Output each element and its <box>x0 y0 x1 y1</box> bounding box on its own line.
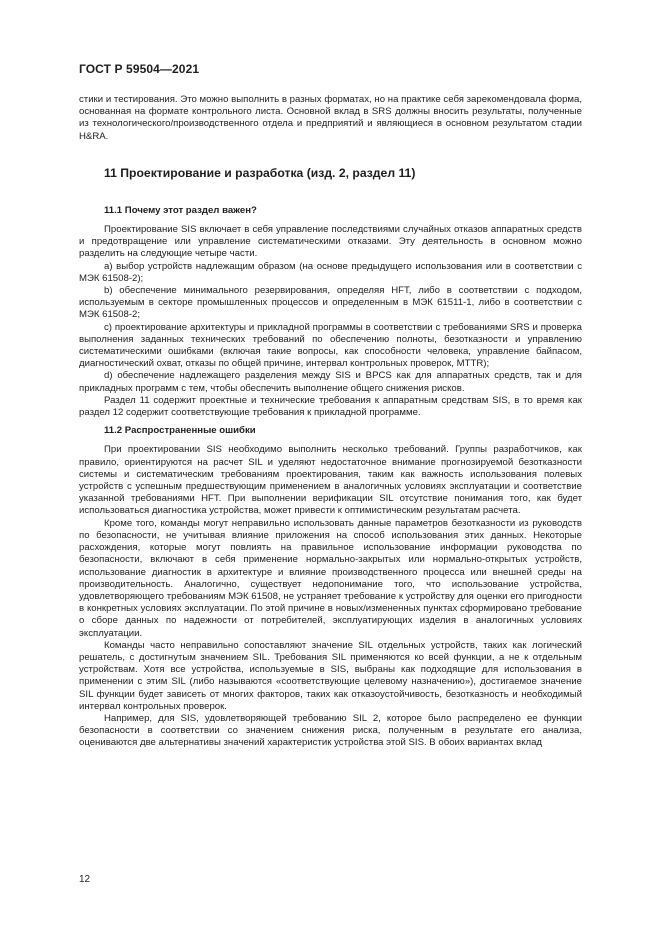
paragraph: Проектирование SIS включает в себя управление последствиями случайных отказов аппаратных средств и предотвращение или управление систематическими отказами. Эту деятельность в основном можно разделить на следующие четыре части. <box>79 224 582 260</box>
paragraph: Раздел 11 содержит проектные и технические требования к аппаратным средствам SIS, в то время как раздел 12 содержит соответствующие требования к прикладной программе. <box>79 394 582 419</box>
paragraph: Кроме того, команды могут неправильно использовать данные параметров безотказности из руководств по безопасности, не учитывая влияние приложения на способ использования этих данных. Некоторые расхождения, которые могут повлиять на правильное использование информации руководства по безопасности, включают в себя применение нормально-закрытых или нормально-открытых устройств, использование диагностик в архитектуре и влияние производственного процесса или внешней среды на производительность. Аналогично, существует недопонимание того, что использование устройства, удовлетворяющего требованиям МЭК 61508, не устраняет требование к устройству для оценки его пригодности в конкретных условиях эксплуатации. По этой причине в новых/измененных пунктах сформировано требование о сборе данных по надежности от потребителей, эксплуатирующих изделия в аналогичных условиях эксплуатации. <box>79 517 582 639</box>
intro-paragraph: стики и тестирования. Это можно выполнить в разных форматах, но на практике себя зарекомендовала форма, основанная на формате контрольного листа. Основной вклад в SRS должны вносить результаты, полученные из технологического/производственного отдела и предприятий и являющиеся в основном результатом стадии H&RA. <box>79 94 582 142</box>
list-item-d: d) обеспечение надлежащего разделения между SIS и BPCS как для аппаратных средств, так и для прикладных программ с тем, чтобы обеспечить выполнение общего снижения рисков. <box>79 370 582 394</box>
list-item-c: c) проектирование архитектуры и прикладной программы в соответствии с требованиями SRS и проверка выполнения заданных технических требований по обеспечению полноты, безотказности и управлению систематическими ошибками (включая такие вопросы, как способности человека, управление байпасом, диагностический охват, отказы по общей причине, интервал контрольных проверок, MTTR); <box>79 321 582 370</box>
list-item-b: b) обеспечение минимального резервирования, определяя HFT, либо в соответствии с подходом, используемым в секторе промышленных процессов и определенным в МЭК 61511-1, либо в соответствии с МЭК 61508-2; <box>79 285 582 321</box>
section-heading: 11 Проектирование и разработка (изд. 2, раздел 11) <box>104 165 416 180</box>
list-item-a: a) выбор устройств надлежащим образом (на основе предыдущего использования или в соответствии с МЭК 61508-2); <box>79 260 582 284</box>
subsection-heading-11-1: 11.1 Почему этот раздел важен? <box>104 204 257 216</box>
paragraph: Например, для SIS, удовлетворяющей требованию SIL 2, которое было распределено ее функции безопасности в соответствии со значением снижения риска, полученным в результате его анализа, оцениваются две альтернативы значений характеристик устройства этой SIS. В обоих вариантах вклад <box>79 712 582 749</box>
paragraph: При проектировании SIS необходимо выполнить несколько требований. Группы разработчиков, как правило, ориентируются на расчет SIL и уделяют недостаточное внимание прогнозируемой безотказности системы и систематическим требованиям проектирования, таким как важность использования полевых устройств с успешным предшествующим применением в аналогичных условиях эксплуатации и соответствие указанной требованиями HFT. При выполнении верификации SIL отсутствие понимания того, как будет использоваться диагностика устройства, может привести к оптимистическим результатам расчета. <box>79 444 582 517</box>
page-number: 12 <box>79 874 91 885</box>
subsection-heading-11-2: 11.2 Распространенные ошибки <box>104 425 256 437</box>
standard-number: ГОСТ Р 59504—2021 <box>79 62 200 76</box>
paragraph: Команды часто неправильно сопоставляют значение SIL отдельных устройств, таких как логический решатель, с достигнутым значением SIL. Требования SIL применяются ко всей функции, а не к отдельным устройствам. Хотя все устройства, используемые в SIS, выбраны как подходящие для использования в применении с этим SIL (либо называются «соответствующие целевому назначению»), достигаемое значение SIL функции будет зависеть от многих факторов, таких как отказоустойчивость, безотказность и необходимый интервал контрольных проверок. <box>79 639 582 712</box>
document-body <box>79 94 582 750</box>
